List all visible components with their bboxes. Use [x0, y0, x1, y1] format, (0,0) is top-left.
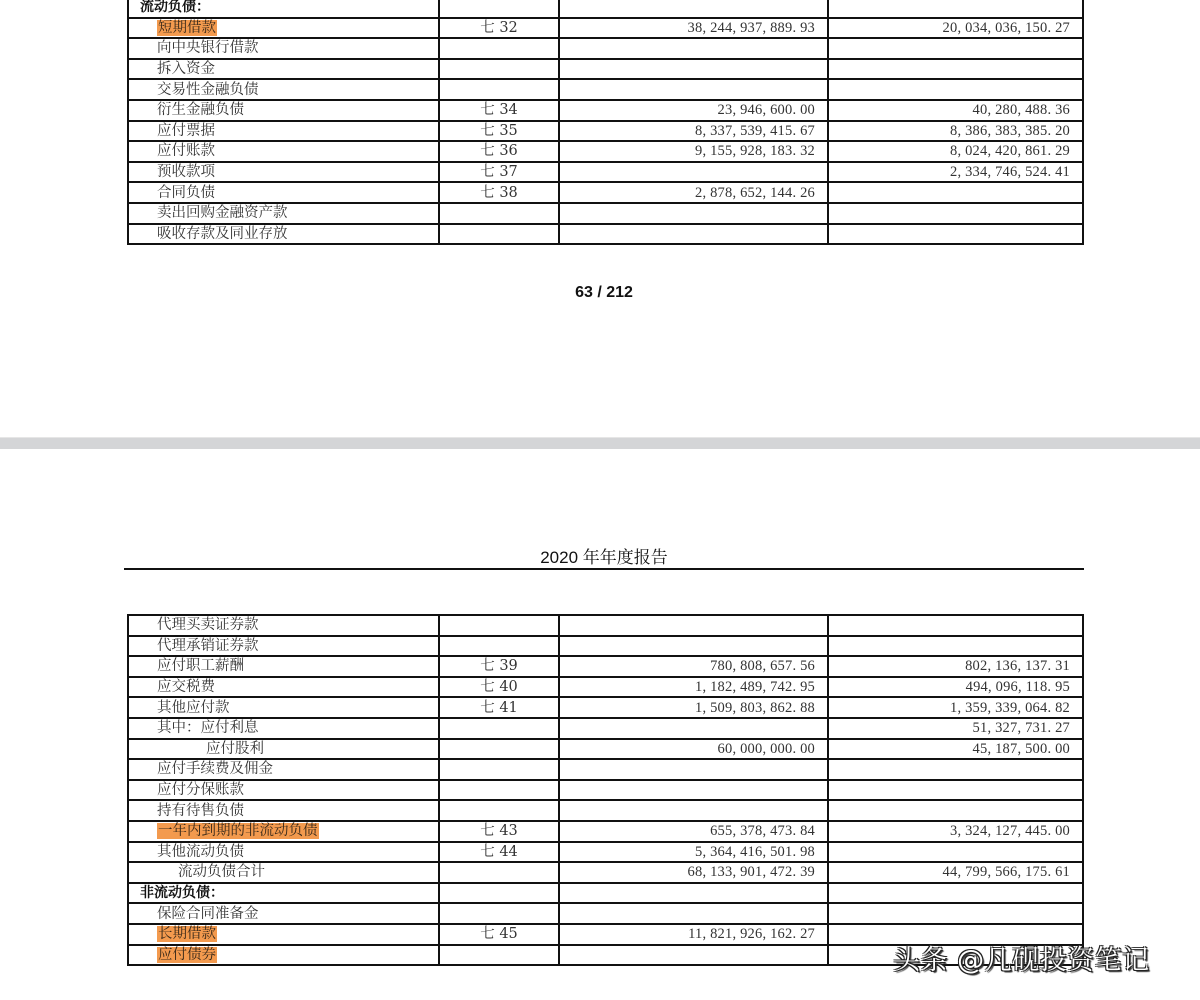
prior-period-value: [828, 59, 1083, 80]
current-period-value: [559, 38, 828, 59]
prior-period-value: 8, 024, 420, 861. 29: [828, 141, 1083, 162]
prior-period-value: 3, 324, 127, 445. 00: [828, 821, 1083, 842]
line-item-label: [128, 224, 439, 245]
prior-period-value: [828, 79, 1083, 100]
prior-period-value: [828, 0, 1083, 18]
table-row: [128, 821, 1083, 842]
prior-period-value: 8, 386, 383, 385. 20: [828, 121, 1083, 142]
line-item-label: [128, 79, 439, 100]
line-item-text: 其他应付款: [157, 699, 230, 716]
note-ref: [439, 79, 559, 100]
prior-period-value: 44, 799, 566, 175. 61: [828, 862, 1083, 883]
current-period-value: 23, 946, 600. 00: [559, 100, 828, 121]
note-ref: 七 37: [439, 162, 559, 183]
table-row: [128, 842, 1083, 863]
table-row: [128, 59, 1083, 80]
line-item-text: 代理买卖证券款: [157, 617, 259, 634]
line-item-text: 保险合同准备金: [157, 905, 259, 922]
note-ref: 七 43: [439, 821, 559, 842]
table-row: [128, 79, 1083, 100]
line-item-text: 应付分保账款: [157, 782, 244, 799]
note-ref: 七 41: [439, 697, 559, 718]
prior-period-value: [828, 800, 1083, 821]
current-period-value: [559, 0, 828, 18]
note-ref: [439, 718, 559, 739]
current-period-value: [559, 945, 828, 966]
prior-period-value: [828, 38, 1083, 59]
note-ref: 七 44: [439, 842, 559, 863]
line-item-label: [128, 203, 439, 224]
current-period-value: 9, 155, 928, 183. 32: [559, 141, 828, 162]
line-item-label: [128, 759, 439, 780]
current-period-value: 11, 821, 926, 162. 27: [559, 924, 828, 945]
line-item-label: [128, 821, 439, 842]
line-item-text: 应付职工薪酬: [157, 658, 244, 675]
highlighted-text: 短期借款: [158, 19, 216, 36]
prior-period-value: [828, 182, 1083, 203]
line-item-label: [128, 162, 439, 183]
line-item-text: 应付账款: [157, 143, 215, 160]
note-ref: 七 35: [439, 121, 559, 142]
line-item-text: 其中：应付利息: [157, 720, 259, 737]
current-period-value: 1, 509, 803, 862. 88: [559, 697, 828, 718]
prior-period-value: 40, 280, 488. 36: [828, 100, 1083, 121]
table-row: [128, 162, 1083, 183]
table-row: [128, 18, 1083, 39]
current-period-value: 68, 133, 901, 472. 39: [559, 862, 828, 883]
current-period-value: [559, 780, 828, 801]
line-item-text: 预收款项: [157, 164, 215, 181]
prior-period-value: [828, 842, 1083, 863]
table-row: [128, 203, 1083, 224]
table-row: [128, 636, 1083, 657]
note-ref: [439, 903, 559, 924]
line-item-label: [128, 100, 439, 121]
line-item-label: [128, 38, 439, 59]
note-ref: [439, 945, 559, 966]
watermark: [893, 938, 1150, 977]
table-row: [128, 800, 1083, 821]
note-ref: 七 38: [439, 182, 559, 203]
line-item-label: [128, 883, 439, 904]
table-row: [128, 780, 1083, 801]
prior-period-value: [828, 636, 1083, 657]
table-row: [128, 141, 1083, 162]
current-period-value: 780, 808, 657. 56: [559, 656, 828, 677]
table-row: [128, 759, 1083, 780]
current-period-value: [559, 800, 828, 821]
line-item-label: [128, 718, 439, 739]
line-item-label: [128, 0, 439, 18]
note-ref: [439, 780, 559, 801]
line-item-label: [128, 697, 439, 718]
line-item-text: 非流动负债：: [140, 885, 224, 902]
table-row: [128, 121, 1083, 142]
line-item-text: 流动负债合计: [178, 864, 265, 881]
current-period-value: 38, 244, 937, 889. 93: [559, 18, 828, 39]
line-item-label: [128, 924, 439, 945]
prior-period-value: [828, 759, 1083, 780]
table-row: [128, 697, 1083, 718]
line-item-label: [128, 121, 439, 142]
line-item-text: 其他流动负债: [157, 843, 244, 860]
current-period-value: [559, 203, 828, 224]
line-item-text: 代理承销证券款: [157, 637, 259, 654]
table-row: [128, 903, 1083, 924]
note-ref: [439, 0, 559, 18]
note-ref: 七 32: [439, 18, 559, 39]
line-item-label: [128, 59, 439, 80]
note-ref: [439, 203, 559, 224]
prior-period-value: [828, 224, 1083, 245]
line-item-text: 衍生金融负债: [157, 102, 244, 119]
current-period-value: [559, 718, 828, 739]
prior-period-value: 51, 327, 731. 27: [828, 718, 1083, 739]
table-row: [128, 100, 1083, 121]
line-item-text: 应付手续费及佣金: [157, 761, 273, 778]
current-period-value: [559, 224, 828, 245]
line-item-text: 持有待售负债: [157, 802, 244, 819]
table-row: [128, 224, 1083, 245]
note-ref: 七 36: [439, 141, 559, 162]
line-item-label: [128, 862, 439, 883]
current-period-value: 1, 182, 489, 742. 95: [559, 677, 828, 698]
note-ref: 七 39: [439, 656, 559, 677]
prior-period-value: [828, 903, 1083, 924]
line-item-text: 向中央银行借款: [157, 40, 259, 57]
table-row: [128, 718, 1083, 739]
line-item-text: 卖出回购金融资产款: [157, 205, 288, 222]
current-period-value: [559, 162, 828, 183]
note-ref: [439, 800, 559, 821]
note-ref: 七 34: [439, 100, 559, 121]
line-item-label: [128, 800, 439, 821]
table-row: [128, 0, 1083, 18]
highlighted-text: 长期借款: [158, 926, 216, 943]
highlighted-text: 应付债券: [158, 946, 216, 963]
line-item-text: 应付票据: [157, 122, 215, 139]
current-period-value: [559, 636, 828, 657]
watermark-text: 头条 @凡砚投资笔记: [893, 945, 1150, 976]
table-row: [128, 677, 1083, 698]
note-ref: [439, 759, 559, 780]
report-header-title: 2020 年年度报告: [540, 548, 668, 567]
note-ref: [439, 615, 559, 636]
current-period-value: [559, 903, 828, 924]
table-row: [128, 182, 1083, 203]
current-period-value: [559, 759, 828, 780]
balance-sheet-table-top: [127, 0, 1084, 245]
table-row: [128, 656, 1083, 677]
current-period-value: [559, 79, 828, 100]
line-item-text: 应交税费: [157, 679, 215, 696]
note-ref: 七 40: [439, 677, 559, 698]
highlighted-text: 一年内到期的非流动负债: [158, 823, 318, 840]
prior-period-value: 1, 359, 339, 064. 82: [828, 697, 1083, 718]
line-item-label: [128, 945, 439, 966]
current-period-value: [559, 615, 828, 636]
page-indicator: 63 / 212: [575, 284, 633, 301]
current-period-value: 2, 878, 652, 144. 26: [559, 182, 828, 203]
prior-period-value: 2, 334, 746, 524. 41: [828, 162, 1083, 183]
note-ref: [439, 224, 559, 245]
current-period-value: 60, 000, 000. 00: [559, 739, 828, 760]
pdf-page-63: [0, 0, 1200, 436]
note-ref: [439, 38, 559, 59]
pdf-page-64: [0, 449, 1200, 1000]
line-item-label: [128, 141, 439, 162]
prior-period-value: 802, 136, 137. 31: [828, 656, 1083, 677]
table-row: [128, 38, 1083, 59]
prior-period-value: 494, 096, 118. 95: [828, 677, 1083, 698]
line-item-label: [128, 842, 439, 863]
line-item-text: 流动负债：: [140, 0, 210, 16]
prior-period-value: 45, 187, 500. 00: [828, 739, 1083, 760]
table-row: [128, 739, 1083, 760]
table-row: [128, 615, 1083, 636]
note-ref: [439, 739, 559, 760]
line-item-label: [128, 780, 439, 801]
current-period-value: 8, 337, 539, 415. 67: [559, 121, 828, 142]
current-period-value: [559, 59, 828, 80]
line-item-label: [128, 677, 439, 698]
balance-sheet-table-bottom: [127, 614, 1084, 966]
line-item-label: [128, 739, 439, 760]
line-item-text: 吸收存款及同业存放: [157, 225, 288, 242]
prior-period-value: [828, 883, 1083, 904]
note-ref: [439, 862, 559, 883]
table-row: [128, 883, 1083, 904]
prior-period-value: 20, 034, 036, 150. 27: [828, 18, 1083, 39]
line-item-label: [128, 656, 439, 677]
line-item-label: [128, 903, 439, 924]
note-ref: [439, 59, 559, 80]
line-item-label: [128, 182, 439, 203]
line-item-text: 交易性金融负债: [157, 81, 259, 98]
current-period-value: [559, 883, 828, 904]
header-rule: [124, 568, 1084, 570]
current-period-value: 5, 364, 416, 501. 98: [559, 842, 828, 863]
line-item-label: [128, 615, 439, 636]
note-ref: 七 45: [439, 924, 559, 945]
line-item-text: 合同负债: [157, 184, 215, 201]
prior-period-value: [828, 780, 1083, 801]
note-ref: [439, 636, 559, 657]
prior-period-value: [828, 615, 1083, 636]
table-row: [128, 862, 1083, 883]
line-item-text: 拆入资金: [157, 61, 215, 78]
line-item-text: 应付股利: [206, 740, 264, 757]
prior-period-value: [828, 203, 1083, 224]
current-period-value: 655, 378, 473. 84: [559, 821, 828, 842]
line-item-label: [128, 636, 439, 657]
line-item-label: [128, 18, 439, 39]
note-ref: [439, 883, 559, 904]
